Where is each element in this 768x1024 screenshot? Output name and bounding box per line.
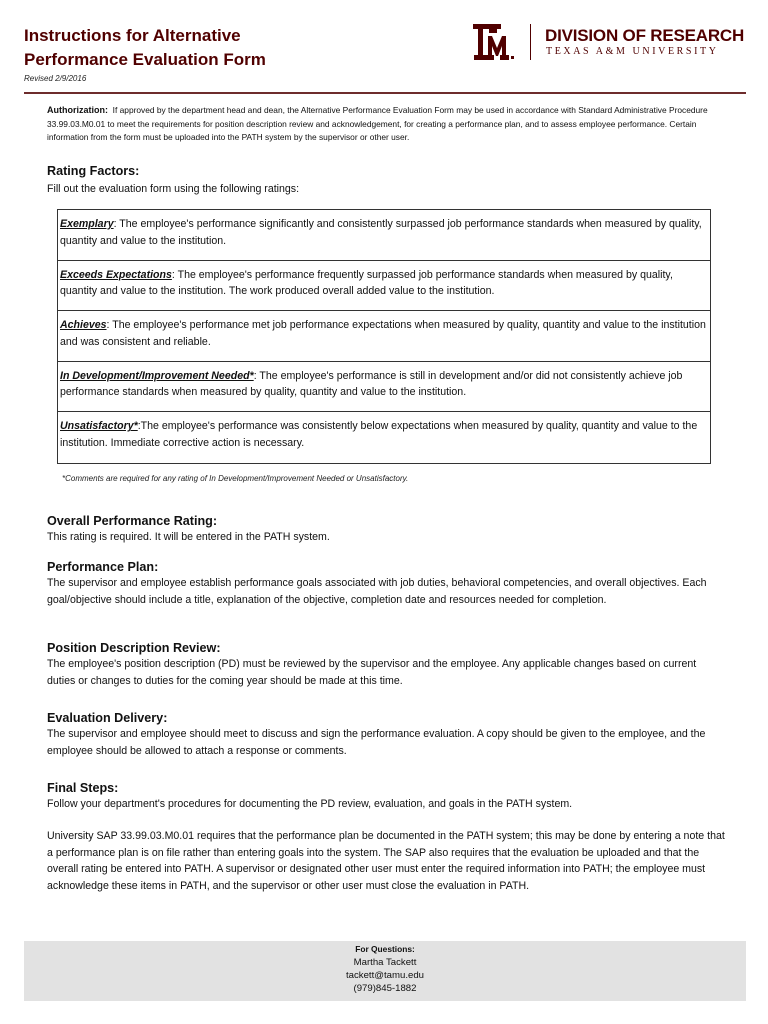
rating-table	[57, 209, 711, 464]
performance-plan-heading: Performance Plan:	[47, 560, 159, 574]
rating-row-exemplary: Exemplary: The employee's performance significantly and consistently surpassed job performance standards when measured by quality, quantity and value to the institution.	[58, 210, 710, 261]
authorization-text: If approved by the department head and dean, the Alternative Performance Evaluation Form may be used in accordance with Standard Administrative Procedure 33.99.03.M0.01 to meet the requirements for position description review and acknowledgement, for creating a performance plan, and to assess employee performance. Certain information from the form must be uploaded into the PATH system by the supervisor or other user.	[47, 105, 708, 142]
overall-rating-section	[47, 513, 727, 546]
document-title	[24, 24, 266, 72]
rating-description: The employee's performance was consistently below expectations when measured by quality, quantity and value to the institution. Immediate corrective action is necessary.	[60, 420, 698, 449]
rating-description: The employee's performance significantly and consistently surpassed job performance standards when measured by quality, quantity and value to the institution.	[60, 218, 702, 247]
evaluation-delivery-text: The supervisor and employee should meet to discuss and sign the performance evaluation. A copy should be given to the employee, and the employee should be allowed to attach a response or comments.	[47, 728, 706, 757]
rating-row-exceeds: Exceeds Expectations: The employee's performance frequently surpassed job performance standards when measured by quality, quantity and value to the institution. The work produced overall added value to the institution.	[58, 261, 710, 312]
final-steps-sap-text: University SAP 33.99.03.M0.01 requires that the performance plan be documented in the PATH system; this may be done by entering a note that a performance plan is on file rather than entering goals into the system. The SAP also requires that the evaluation be uploaded and that the overall rating be entered into PATH. A supervisor or designated other user must enter the required information into PATH; the employee must acknowledge these items in PATH, and the supervisor or other user must close the evaluation in PATH.	[47, 829, 725, 893]
evaluation-delivery-heading: Evaluation Delivery:	[47, 711, 168, 725]
final-steps-section	[47, 780, 727, 895]
header-rule	[24, 92, 746, 94]
rating-term: In Development/Improvement Needed*	[60, 369, 254, 382]
title-line-1: Instructions for Alternative	[24, 26, 241, 45]
rating-factors-section	[47, 163, 727, 198]
authorization-block	[47, 104, 723, 145]
logo-university-name: TEXAS A&M UNIVERSITY	[546, 46, 719, 57]
rating-term: Exceeds Expectations	[60, 268, 172, 281]
rating-row-in-development: In Development/Improvement Needed*: The employee's performance is still in development and/or did not consistently achieve job performance standards when measured by quality, quantity and value to the institution.	[58, 362, 710, 413]
contact-email: tackett@tamu.edu	[345, 970, 424, 981]
rating-row-achieves: Achieves: The employee's performance met job performance expectations when measured by quality, quantity and value to the institution and was consistent and reliable.	[58, 311, 710, 362]
footer-label: For Questions:	[355, 944, 415, 954]
rating-term: Unsatisfactory*	[60, 420, 138, 433]
rating-factors-heading: Rating Factors:	[47, 164, 140, 178]
rating-description: The employee's performance is still in development and/or did not consistently achieve job performance standards when measured by quality, quantity and value to the institution.	[60, 369, 683, 399]
overall-rating-heading: Overall Performance Rating:	[47, 514, 218, 528]
pd-review-heading: Position Description Review:	[47, 641, 221, 655]
rating-factors-intro: Fill out the evaluation form using the following ratings:	[47, 183, 300, 195]
rating-term: Exemplary	[60, 218, 114, 230]
performance-plan-section	[47, 559, 727, 609]
authorization-label: Authorization:	[47, 105, 108, 115]
contact-footer	[24, 941, 746, 1001]
rating-row-unsatisfactory: Unsatisfactory*:The employee's performance was consistently below expectations when measured by quality, quantity and value to the institution. Immediate corrective action is necessary.	[60, 420, 698, 449]
rating-term: Achieves	[60, 319, 107, 332]
final-steps-heading: Final Steps:	[47, 781, 119, 795]
logo-org-name: DIVISION OF RESEARCH	[545, 26, 745, 45]
title-line-2: Performance Evaluation Form	[24, 50, 266, 69]
rating-description: The employee's performance frequently surpassed job performance standards when measured by quality, quantity and value to the institution. The work produced overall added value to the institution.	[60, 268, 673, 298]
overall-rating-text: This rating is required. It will be entered in the PATH system.	[47, 531, 330, 543]
revised-date: Revised 2/9/2016	[24, 74, 87, 83]
tamu-logo-icon	[471, 22, 517, 62]
logo-divider	[530, 24, 531, 60]
final-steps-text: Follow your department's procedures for documenting the PD review, evaluation, and goals in the PATH system.	[47, 798, 573, 810]
rating-description: The employee's performance met job performance expectations when measured by quality, quantity and value to the institution and was consistent and reliable.	[60, 319, 706, 348]
performance-plan-text: The supervisor and employee establish performance goals associated with job duties, behavioral competencies, and overall objectives. Each goal/objective should include a title, explanation of the objective, completion date and resources needed for completion.	[47, 577, 707, 606]
authorization-paragraph	[47, 104, 723, 145]
pd-review-text: The employee's position description (PD) must be reviewed by the supervisor and the employee. Any applicable changes based on current duties or changes to duties for the coming year should be made at this time.	[47, 658, 697, 687]
rating-footnote: *Comments are required for any rating of In Development/Improvement Needed or Unsatisfactory.	[62, 474, 409, 483]
contact-name: Martha Tackett	[353, 957, 417, 968]
document-header	[0, 0, 768, 94]
pd-review-section	[47, 640, 727, 690]
contact-phone: (979)845-1882	[353, 983, 417, 994]
evaluation-delivery-section	[47, 710, 727, 760]
